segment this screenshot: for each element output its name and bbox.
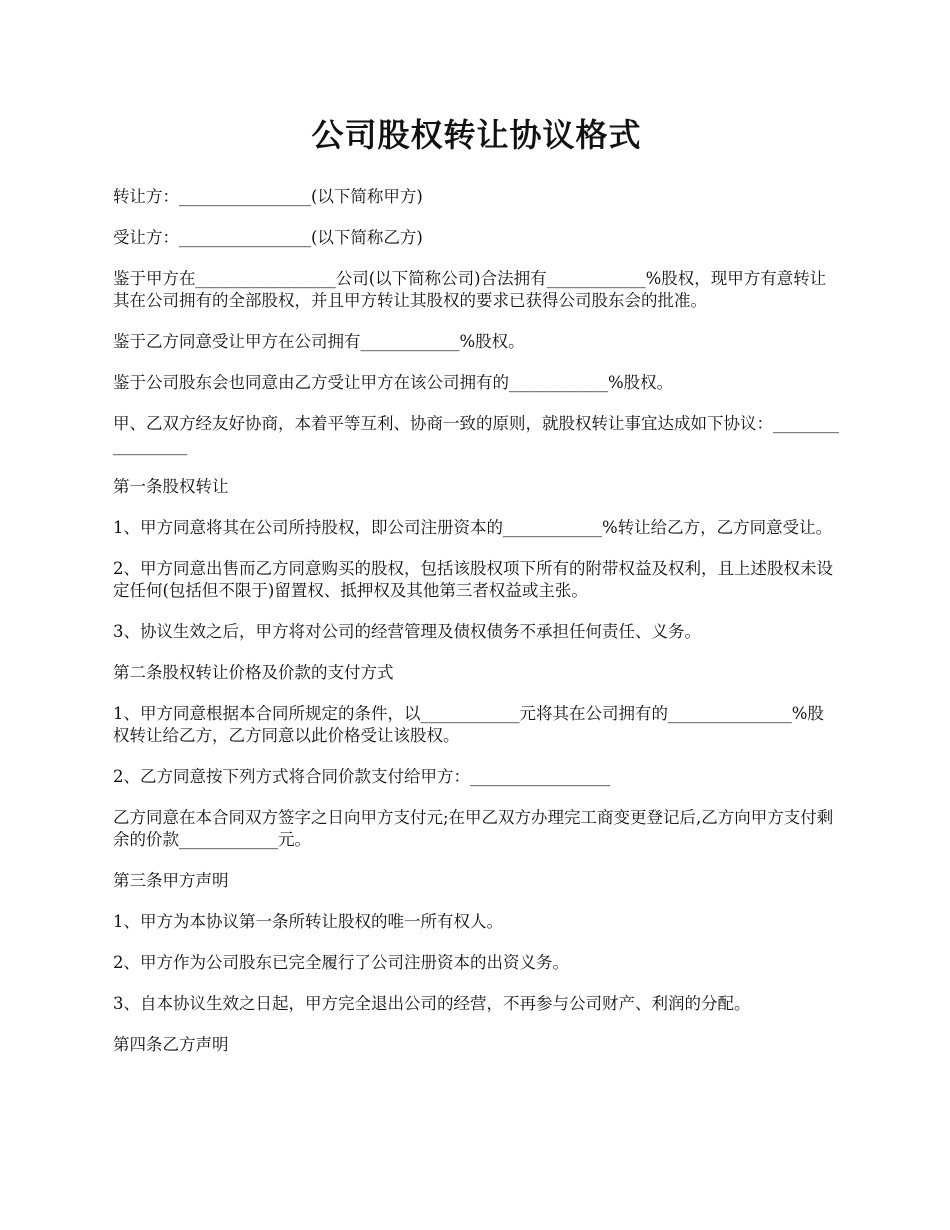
agreement-preamble: 甲、乙双方经友好协商，本着平等互利、协商一致的原则，就股权转让事宜达成如下协议：_________________ <box>113 414 839 455</box>
transferee-line: 受让方：________________(以下简称乙方) <box>113 228 423 247</box>
document-title: 公司股权转让协议格式 <box>311 116 642 154</box>
article-3-heading: 第三条甲方声明 <box>113 871 229 890</box>
transferor-line: 转让方：________________(以下简称甲方) <box>113 187 423 206</box>
article-2-payment-terms: 乙方同意在本合同双方签字之日向甲方支付元;在甲乙双方办理完工商变更登记后,乙方向甲方支付剩余的价款____________元。 <box>113 808 834 849</box>
article-3-clause-3: 3、自本协议生效之日起，甲方完全退出公司的经营，不再参与公司财产、利润的分配。 <box>113 994 751 1013</box>
article-1-clause-3: 3、协议生效之后，甲方将对公司的经营管理及债权债务不承担任何责任、义务。 <box>113 622 701 641</box>
article-1-heading: 第一条股权转让 <box>113 477 229 496</box>
article-2-clause-1: 1、甲方同意根据本合同所规定的条件，以____________元将其在公司拥有的_______________%股权转让给乙方，乙方同意以此价格受让该股权。 <box>113 704 824 745</box>
article-2-clause-2: 2、乙方同意按下列方式将合同价款支付给甲方：_________________ <box>113 767 611 786</box>
recital-party-a-ownership: 鉴于甲方在_________________公司(以下简称公司)合法拥有____________%股权，现甲方有意转让其在公司拥有的全部股权，并且甲方转让其股权的要求已获得公司股东会的批准。 <box>113 269 827 310</box>
article-3-clause-1: 1、甲方为本协议第一条所转让股权的唯一所有权人。 <box>113 912 503 931</box>
article-2-heading: 第二条股权转让价格及价款的支付方式 <box>113 663 394 682</box>
article-3-clause-2: 2、甲方作为公司股东已完全履行了公司注册资本的出资义务。 <box>113 953 569 972</box>
recital-party-b-consent: 鉴于乙方同意受让甲方在公司拥有____________%股权。 <box>113 332 525 351</box>
recital-shareholder-consent: 鉴于公司股东会也同意由乙方受让甲方在该公司拥有的____________%股权。 <box>113 373 674 392</box>
article-1-clause-1: 1、甲方同意将其在公司所持股权，即公司注册资本的____________%转让给乙方，乙方同意受让。 <box>113 518 833 537</box>
article-1-clause-2: 2、甲方同意出售而乙方同意购买的股权，包括该股权项下所有的附带权益及权利，且上述股权未设定任何(包括但不限于)留置权、抵押权及其他第三者权益或主张。 <box>113 559 833 600</box>
article-4-heading: 第四条乙方声明 <box>113 1035 229 1054</box>
